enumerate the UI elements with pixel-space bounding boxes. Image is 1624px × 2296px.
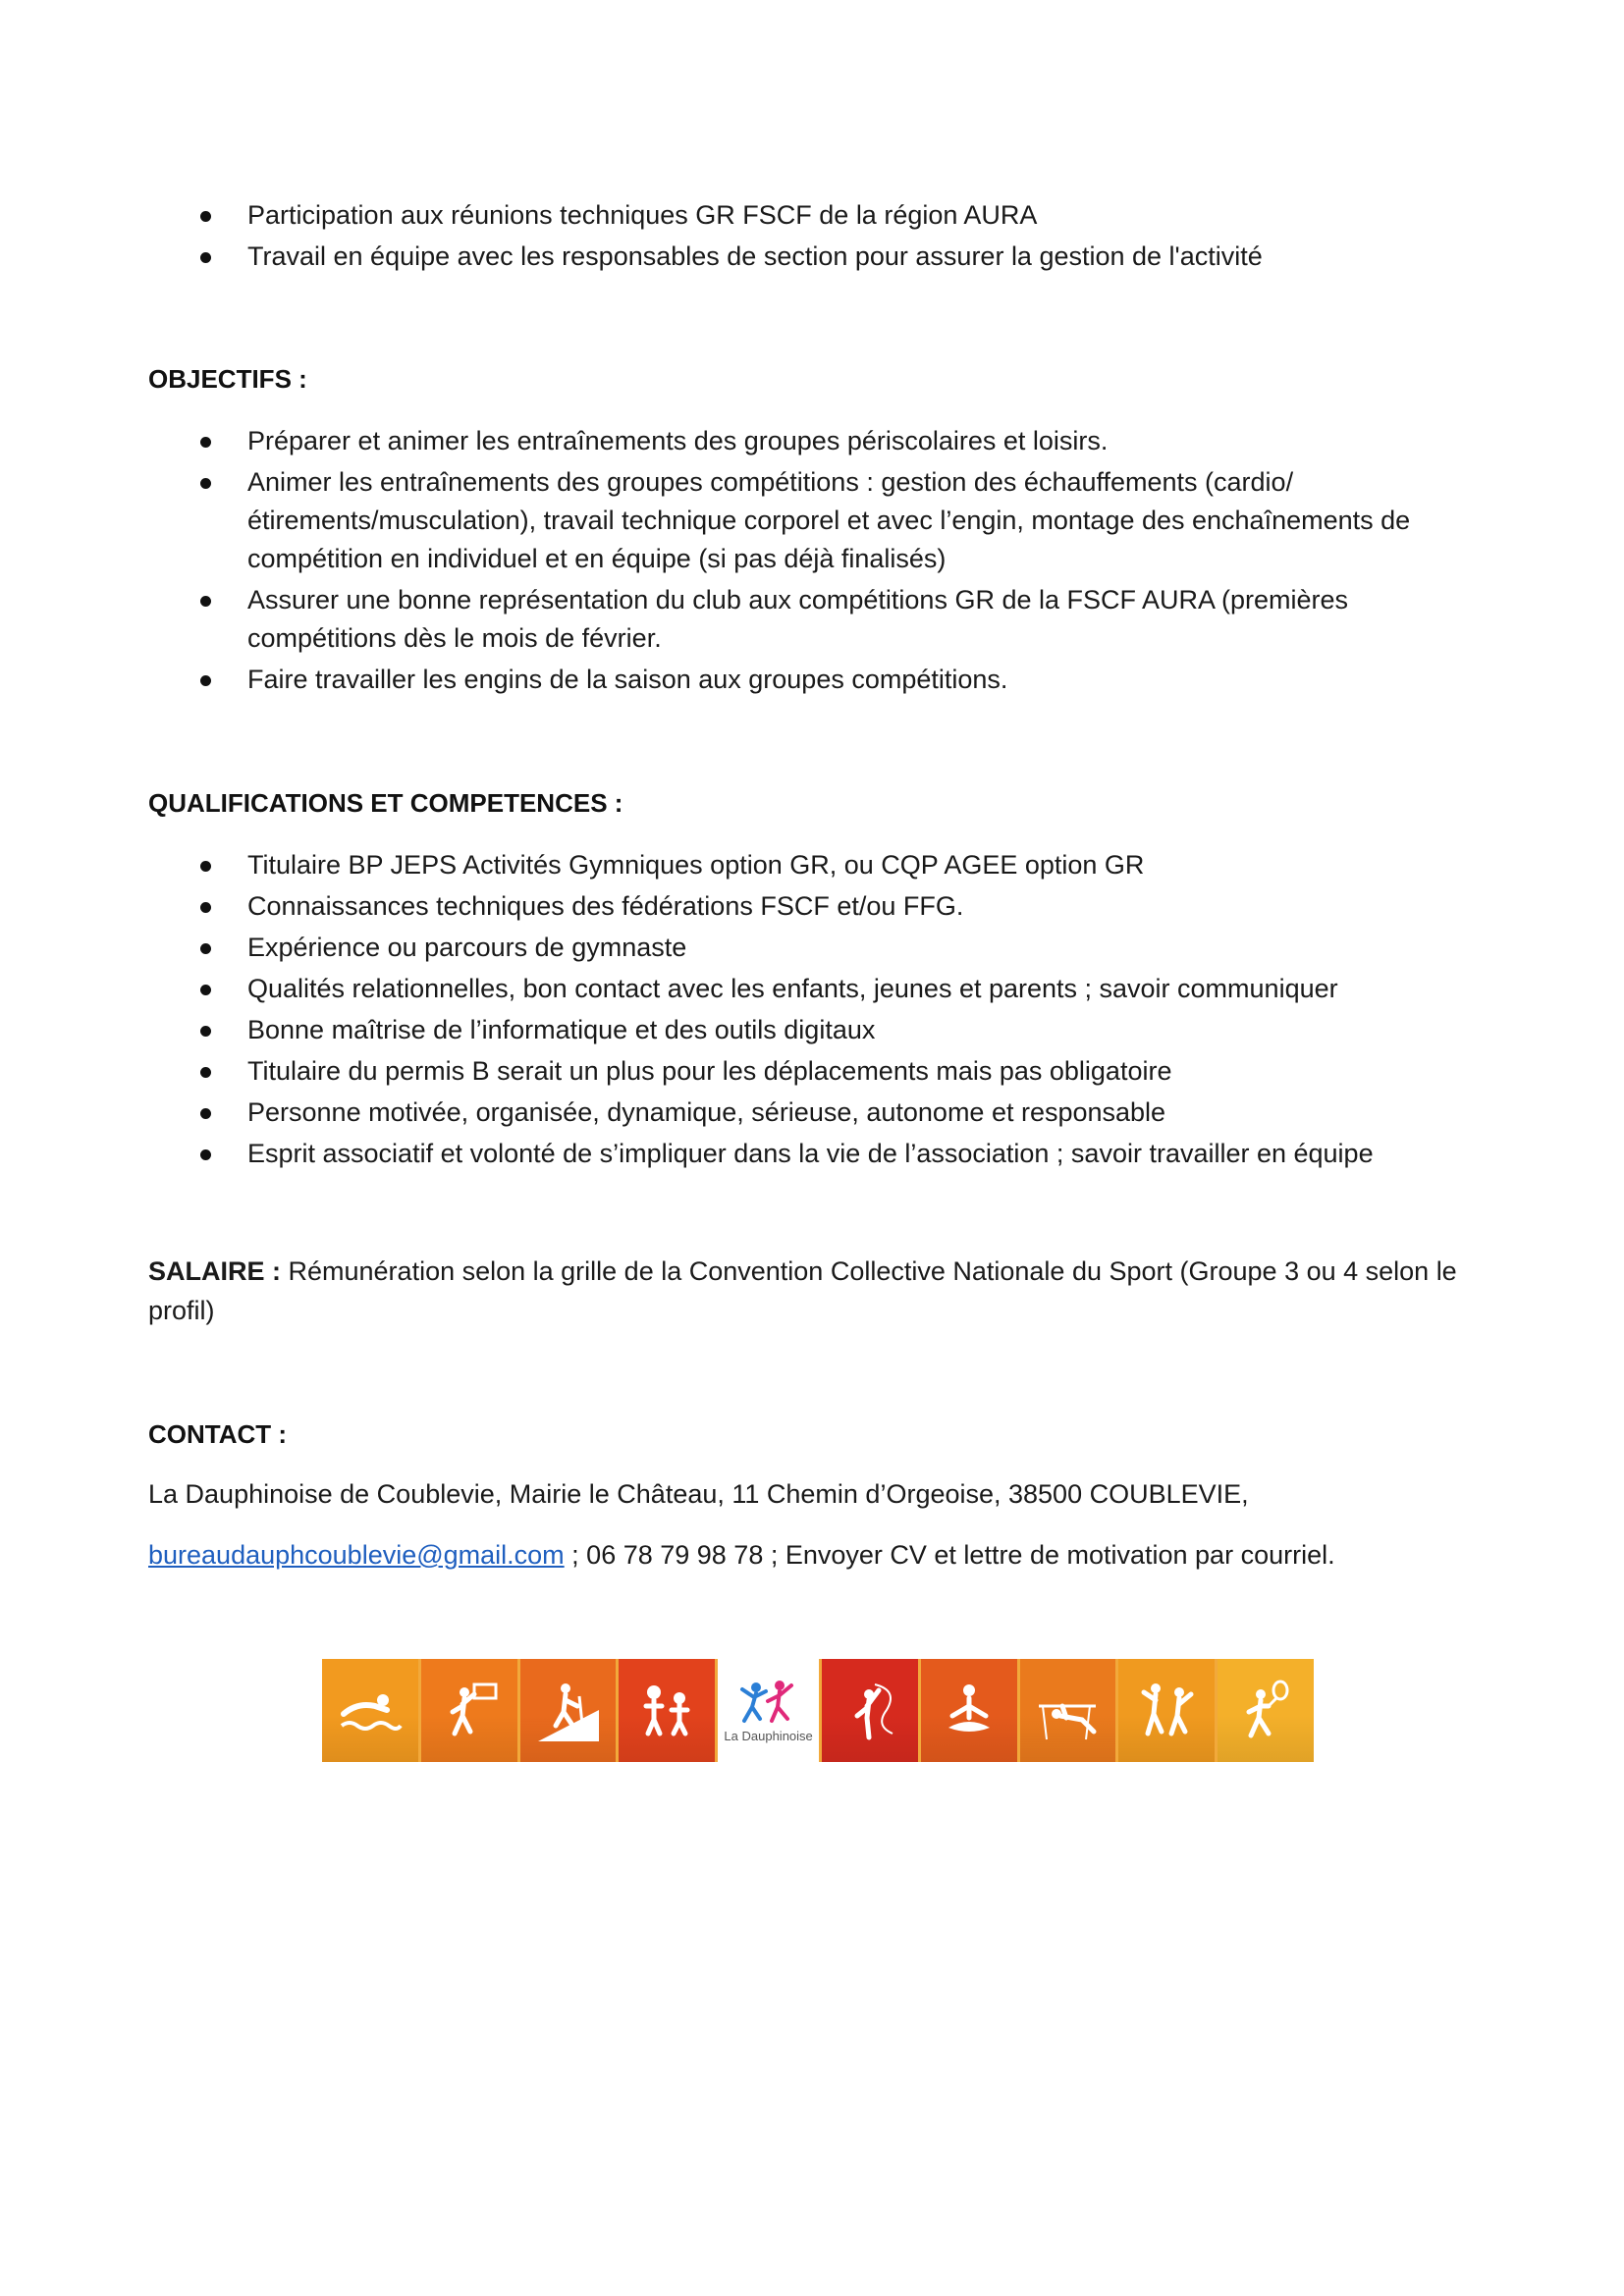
list-item-text: Faire travailler les engins de la saison aux groupes compétitions.	[247, 665, 1008, 694]
banner-tile	[421, 1659, 517, 1762]
swimmer-icon	[336, 1677, 405, 1745]
club-logo	[718, 1659, 819, 1762]
list-item	[196, 1052, 1502, 1091]
list-item	[196, 1094, 1502, 1132]
list-item	[196, 196, 1502, 235]
list-item	[196, 238, 1502, 276]
list-item	[196, 581, 1502, 658]
contact-details	[148, 1535, 1484, 1575]
basketball-icon	[435, 1677, 504, 1745]
list-item	[196, 929, 1502, 967]
bullet-dot	[200, 478, 211, 489]
banner-tile	[1020, 1659, 1116, 1762]
banner-tile	[1218, 1659, 1314, 1762]
bullet-dot	[200, 1149, 211, 1160]
dancers-icon	[1132, 1677, 1201, 1745]
bullet-dot	[200, 1108, 211, 1119]
list-item-text: Connaissances techniques des fédérations FSCF et/ou FFG.	[247, 891, 964, 921]
list-item	[196, 463, 1502, 578]
club-logo-text: La Dauphinoise	[724, 1729, 813, 1743]
list-item-text: Assurer une bonne représentation du club aux compétitions GR de la FSCF AURA (premières compétitions dès le mois de février.	[247, 585, 1349, 653]
banner-tile	[322, 1659, 418, 1762]
email-link[interactable]: bureaudauphcoublevie@gmail.com	[148, 1540, 565, 1570]
club-logo-icon	[734, 1678, 803, 1727]
list-item	[196, 661, 1502, 699]
bullet-dot	[200, 861, 211, 872]
objectifs-list	[196, 422, 1502, 702]
salaire-text: Rémunération selon la grille de la Convention Collective Nationale du Sport (Groupe 3 ou 4 selon le profil)	[148, 1256, 1457, 1325]
bullet-dot	[200, 1026, 211, 1037]
bullet-dot	[200, 211, 211, 222]
bullet-dot	[200, 675, 211, 686]
salaire-paragraph	[148, 1252, 1484, 1330]
bullet-dot	[200, 252, 211, 263]
list-item-text: Préparer et animer les entraînements des groupes périscolaires et loisirs.	[247, 426, 1109, 455]
banner-tile	[921, 1659, 1017, 1762]
list-item-text: Participation aux réunions techniques GR FSCF de la région AURA	[247, 200, 1038, 230]
list-item	[196, 846, 1502, 884]
intro-list	[196, 196, 1502, 279]
list-item	[196, 887, 1502, 926]
bullet-dot	[200, 985, 211, 995]
list-item	[196, 1011, 1502, 1049]
bullet-dot	[200, 902, 211, 913]
qualifications-heading: QUALIFICATIONS ET COMPETENCES :	[148, 788, 623, 818]
list-item	[196, 970, 1502, 1008]
list-item-text: Titulaire BP JEPS Activités Gymniques option GR, ou CQP AGEE option GR	[247, 850, 1145, 880]
list-item	[196, 1135, 1502, 1173]
bullet-dot	[200, 943, 211, 954]
list-item-text: Esprit associatif et volonté de s’impliquer dans la vie de l’association ; savoir travailler en équipe	[247, 1139, 1374, 1168]
list-item-text: Personne motivée, organisée, dynamique, sérieuse, autonome et responsable	[247, 1097, 1166, 1127]
tennis-icon	[1231, 1677, 1300, 1745]
list-item	[196, 422, 1502, 460]
list-item-text: Animer les entraînements des groupes compétitions : gestion des échauffements (cardio/étirements/musculation), travail technique corporel et avec l’engin, montage des enchaînements de compétition en individuel et en équipe (si pas déjà finalisés)	[247, 467, 1411, 573]
list-item-text: Travail en équipe avec les responsables de section pour assurer la gestion de l'activité	[247, 241, 1263, 271]
bullet-dot	[200, 596, 211, 607]
list-item-text: Titulaire du permis B serait un plus pour les déplacements mais pas obligatoire	[247, 1056, 1172, 1086]
bullet-dot	[200, 437, 211, 448]
banner-tile	[822, 1659, 918, 1762]
objectifs-heading: OBJECTIFS :	[148, 364, 307, 394]
list-item-text: Qualités relationnelles, bon contact avec les enfants, jeunes et parents ; savoir communiquer	[247, 974, 1338, 1003]
contact-details-text: ; 06 78 79 98 78 ; Envoyer CV et lettre de motivation par courriel.	[564, 1540, 1335, 1570]
contact-address: La Dauphinoise de Coublevie, Mairie le Château, 11 Chemin d’Orgeoise, 38500 COUBLEVIE,	[148, 1479, 1249, 1509]
list-item-text: Expérience ou parcours de gymnaste	[247, 933, 687, 962]
contact-heading: CONTACT :	[148, 1419, 288, 1449]
children-icon	[632, 1677, 701, 1745]
banner-tile	[520, 1659, 617, 1762]
bullet-dot	[200, 1067, 211, 1078]
banner-tile	[619, 1659, 715, 1762]
qualifications-list	[196, 846, 1502, 1176]
ribbon-gymnast-icon	[836, 1677, 904, 1745]
activities-banner	[322, 1659, 1314, 1762]
gymnast-bar-icon	[1033, 1677, 1102, 1745]
hiker-icon	[534, 1677, 603, 1745]
salaire-label: SALAIRE :	[148, 1256, 281, 1286]
banner-tile	[1118, 1659, 1215, 1762]
yoga-icon	[935, 1677, 1003, 1745]
list-item-text: Bonne maîtrise de l’informatique et des outils digitaux	[247, 1015, 876, 1044]
